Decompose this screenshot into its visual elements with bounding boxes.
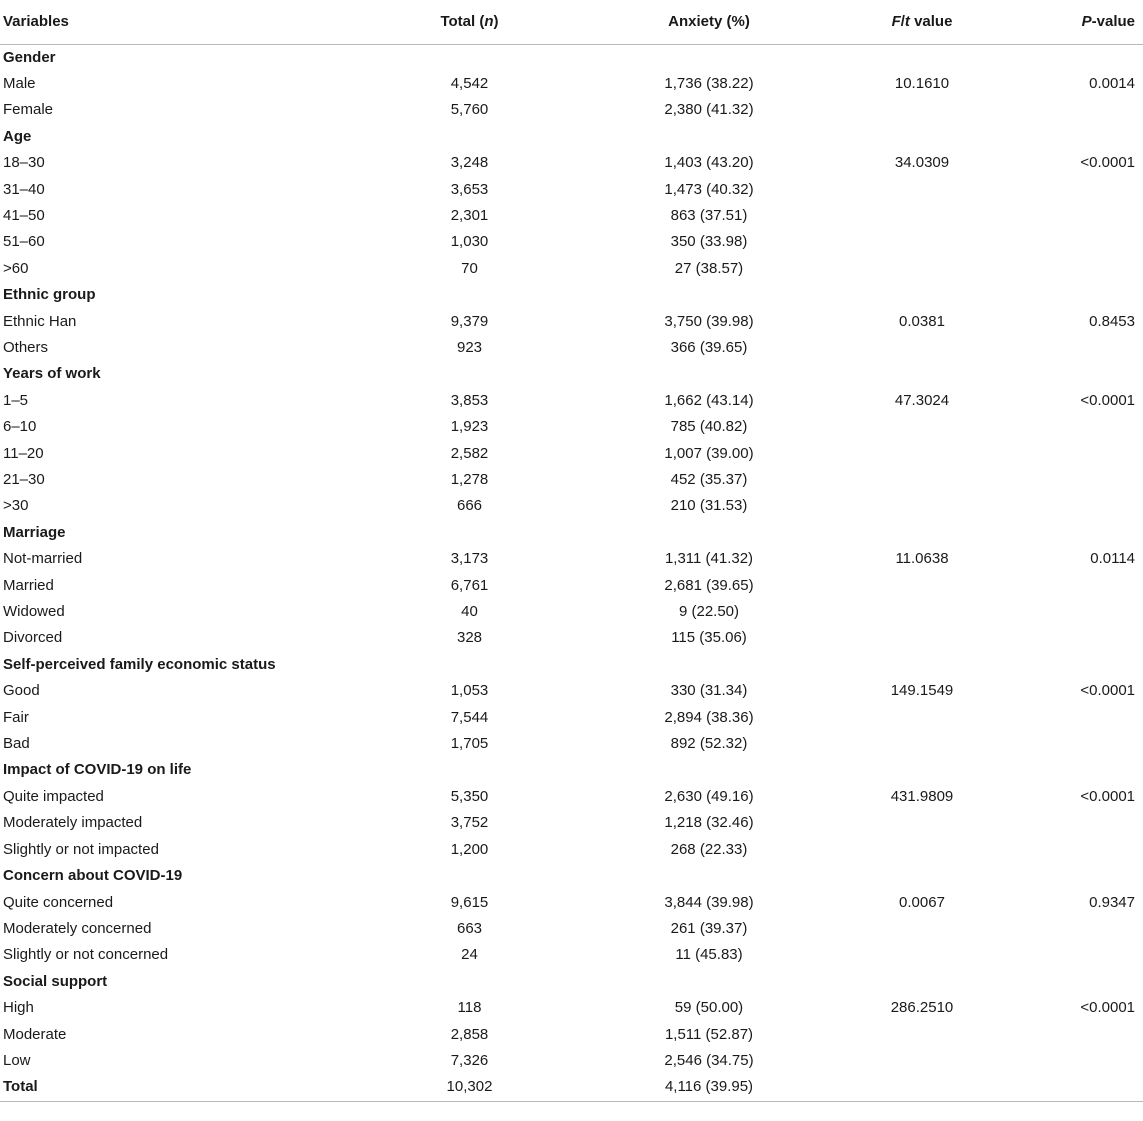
table-row	[0, 1022, 1143, 1048]
cell-f-value	[852, 837, 992, 863]
cell-f-value	[852, 97, 992, 123]
cell-p-value	[992, 44, 1143, 71]
cell-p-value: <0.0001	[1080, 391, 1135, 409]
cell-anxiety	[566, 969, 852, 995]
cell-anxiety: 9 (22.50)	[678, 603, 740, 621]
cell-total: 1,053	[450, 682, 489, 700]
cell-variable: Good	[3, 682, 40, 700]
cell-total: 7,544	[450, 708, 489, 726]
cell-variable: Slightly or not impacted	[3, 840, 159, 858]
table-header	[0, 0, 1143, 44]
group-row	[0, 757, 1143, 783]
cell-total: 24	[461, 946, 478, 964]
cell-f-value	[852, 282, 992, 308]
table-row	[0, 467, 1143, 493]
cell-f-value	[852, 942, 992, 968]
cell-anxiety: 59 (50.00)	[674, 999, 744, 1017]
cell-anxiety: 1,473 (40.32)	[664, 180, 754, 198]
cell-p-value	[992, 441, 1143, 467]
cell-p-value	[992, 361, 1143, 387]
cell-p-value	[992, 124, 1143, 150]
cell-p-value	[992, 837, 1143, 863]
table-row	[0, 335, 1143, 361]
cell-total: 5,350	[450, 787, 489, 805]
cell-p-value	[992, 705, 1143, 731]
cell-total: 2,582	[450, 444, 489, 462]
table-row	[0, 942, 1143, 968]
cell-f-value	[852, 1074, 992, 1101]
cell-f-value	[852, 467, 992, 493]
cell-f-value	[852, 335, 992, 361]
table-row	[0, 546, 1143, 572]
table-row	[0, 573, 1143, 599]
cell-f-value	[852, 1048, 992, 1074]
cell-variable: Others	[3, 338, 49, 356]
cell-f-value	[852, 810, 992, 836]
cell-f-value	[852, 361, 992, 387]
cell-total: 2,858	[450, 1025, 489, 1043]
cell-variable: Married	[3, 576, 54, 594]
table-body	[0, 44, 1143, 1101]
cell-total: 663	[456, 919, 483, 937]
cell-total: 3,853	[450, 391, 489, 409]
cell-variable: 21–30	[3, 471, 45, 488]
table-row	[0, 71, 1143, 97]
table-row	[0, 150, 1143, 176]
cell-f-value	[852, 256, 992, 282]
cell-anxiety: 3,750 (39.98)	[664, 312, 754, 330]
cell-variable: 41–50	[3, 206, 45, 224]
cell-anxiety: 1,218 (32.46)	[664, 814, 754, 832]
table-row	[0, 177, 1143, 203]
table-row	[0, 309, 1143, 335]
cell-anxiety: 1,007 (39.00)	[664, 444, 754, 462]
cell-anxiety: 261 (39.37)	[670, 919, 748, 937]
cell-p-value	[992, 652, 1143, 678]
cell-anxiety	[566, 361, 852, 387]
cell-total: 118	[457, 999, 482, 1017]
table-row	[0, 388, 1143, 414]
cell-p-value: <0.0001	[1080, 787, 1135, 805]
cell-total	[373, 520, 566, 546]
cell-f-value	[852, 493, 992, 519]
cell-p-value	[992, 942, 1143, 968]
cell-total: 10,302	[373, 1074, 566, 1101]
cell-p-value	[992, 969, 1143, 995]
cell-variable: High	[3, 999, 34, 1017]
cell-anxiety: 11 (45.83)	[675, 946, 743, 964]
cell-variable: 51–60	[3, 233, 45, 251]
header-p-rest: -value	[1091, 12, 1135, 30]
cell-total	[373, 652, 566, 678]
cell-variable: Age	[3, 127, 32, 145]
cell-total	[373, 361, 566, 387]
cell-variable: Fair	[3, 708, 29, 726]
header-total-n: n	[484, 12, 494, 30]
cell-total	[373, 124, 566, 150]
cell-f-value	[852, 705, 992, 731]
cell-anxiety: 1,403 (43.20)	[664, 154, 754, 172]
cell-total: 9,615	[450, 893, 489, 911]
cell-f-value	[852, 757, 992, 783]
cell-p-value	[992, 203, 1143, 229]
cell-anxiety	[566, 652, 852, 678]
cell-f-value	[852, 203, 992, 229]
cell-p-value: 0.9347	[1089, 893, 1135, 911]
header-total-close: )	[493, 12, 499, 30]
cell-variable: Marriage	[3, 523, 66, 541]
cell-anxiety: 785 (40.82)	[670, 418, 748, 436]
cell-p-value	[992, 414, 1143, 440]
cell-p-value	[992, 493, 1143, 519]
cell-total: 9,379	[450, 312, 489, 330]
header-f-t-value	[852, 0, 992, 44]
cell-variable: 6–10	[3, 418, 37, 436]
cell-total: 1,030	[450, 233, 489, 251]
header-f-slash: /	[900, 12, 905, 30]
cell-p-value	[992, 916, 1143, 942]
table-row	[0, 493, 1143, 519]
group-row	[0, 969, 1143, 995]
cell-variable: Bad	[3, 735, 30, 753]
cell-anxiety: 330 (31.34)	[670, 682, 748, 700]
cell-f-value	[852, 177, 992, 203]
cell-variable: Male	[3, 74, 36, 92]
table-row	[0, 441, 1143, 467]
cell-anxiety: 2,380 (41.32)	[664, 101, 754, 119]
cell-f-value: 11.0638	[895, 550, 949, 568]
cell-variable: Self-perceived family economic status	[3, 655, 276, 673]
cell-variable: 18–30	[3, 154, 45, 172]
cell-f-value: 34.0309	[894, 154, 950, 172]
cell-total: 6,761	[450, 576, 489, 594]
cell-variable: Slightly or not concerned	[3, 946, 169, 964]
header-total-label: Total (	[440, 12, 485, 30]
cell-p-value	[992, 810, 1143, 836]
cell-f-value: 431.9809	[890, 787, 954, 805]
cell-anxiety	[566, 44, 852, 71]
cell-variable: Total	[0, 1074, 373, 1101]
cell-f-value: 149.1549	[890, 682, 954, 700]
cell-total: 1,705	[450, 735, 489, 753]
cell-p-value: 0.8453	[1089, 312, 1135, 330]
cell-anxiety	[566, 282, 852, 308]
cell-total: 2,301	[450, 206, 489, 224]
cell-total: 70	[461, 259, 478, 277]
cell-f-value: 0.0067	[899, 893, 945, 911]
group-row	[0, 520, 1143, 546]
cell-f-value	[852, 969, 992, 995]
group-row	[0, 124, 1143, 150]
table-row	[0, 414, 1143, 440]
cell-f-value	[852, 863, 992, 889]
cell-anxiety: 1,311 (41.32)	[664, 550, 754, 568]
group-row	[0, 282, 1143, 308]
cell-variable: Female	[3, 101, 54, 119]
cell-p-value	[992, 599, 1143, 625]
total-row	[0, 1074, 1143, 1101]
cell-p-value: <0.0001	[1080, 154, 1135, 172]
cell-f-value	[852, 124, 992, 150]
cell-p-value	[992, 573, 1143, 599]
cell-anxiety: 1,736 (38.22)	[664, 74, 754, 92]
table-row	[0, 784, 1143, 810]
header-f-rest: value	[909, 12, 953, 30]
cell-variable: Impact of COVID-19 on life	[3, 761, 192, 779]
table-row	[0, 678, 1143, 704]
table-row	[0, 837, 1143, 863]
cell-total: 1,278	[450, 471, 489, 488]
table-row	[0, 731, 1143, 757]
cell-anxiety: 4,116 (39.95)	[566, 1074, 852, 1101]
cell-f-value	[852, 731, 992, 757]
cell-variable: >30	[3, 497, 29, 515]
cell-anxiety: 2,894 (38.36)	[664, 708, 754, 726]
cell-anxiety	[566, 757, 852, 783]
cell-variable: Widowed	[3, 603, 65, 621]
cell-p-value	[992, 229, 1143, 255]
cell-variable: 31–40	[3, 180, 45, 198]
cell-variable: Social support	[3, 972, 108, 990]
cell-f-value	[852, 44, 992, 71]
cell-total: 7,326	[450, 1051, 489, 1069]
cell-f-value	[852, 414, 992, 440]
table-row	[0, 599, 1143, 625]
cell-f-value: 286.2510	[890, 999, 954, 1017]
cell-total: 923	[456, 338, 483, 356]
header-row	[0, 0, 1143, 44]
cell-anxiety: 27 (38.57)	[674, 259, 744, 277]
cell-variable: Ethnic Han	[3, 312, 77, 330]
cell-anxiety: 210 (31.53)	[670, 497, 748, 515]
cell-variable: Low	[3, 1051, 31, 1069]
cell-anxiety: 115 (35.06)	[671, 629, 747, 647]
cell-p-value	[992, 731, 1143, 757]
cell-total	[373, 969, 566, 995]
header-t: t	[904, 12, 910, 30]
cell-variable: Quite concerned	[3, 893, 114, 911]
cell-anxiety: 3,844 (39.98)	[664, 893, 754, 911]
header-p-value	[992, 0, 1143, 44]
cell-p-value: <0.0001	[1080, 999, 1135, 1017]
cell-anxiety: 892 (52.32)	[670, 735, 748, 753]
cell-p-value	[992, 335, 1143, 361]
cell-f-value	[852, 573, 992, 599]
cell-p-value	[992, 97, 1143, 123]
cell-f-value: 0.0381	[899, 312, 945, 330]
table-row	[0, 810, 1143, 836]
cell-p-value	[992, 863, 1143, 889]
cell-total: 328	[456, 629, 483, 647]
cell-total	[373, 757, 566, 783]
cell-anxiety: 1,662 (43.14)	[664, 391, 754, 409]
header-total	[373, 0, 566, 44]
table-row	[0, 625, 1143, 651]
cell-total: 1,923	[450, 418, 489, 436]
header-p: P	[1081, 12, 1092, 30]
cell-total	[373, 863, 566, 889]
cell-anxiety: 863 (37.51)	[670, 206, 748, 224]
cell-variable: Concern about COVID-19	[3, 867, 183, 885]
group-row	[0, 863, 1143, 889]
cell-f-value	[852, 441, 992, 467]
table-row	[0, 256, 1143, 282]
cell-variable: Moderate	[3, 1025, 67, 1043]
cell-total: 3,248	[450, 154, 489, 172]
cell-f-value	[852, 916, 992, 942]
cell-anxiety: 2,681 (39.65)	[664, 576, 754, 594]
cell-p-value: <0.0001	[1080, 682, 1135, 700]
cell-variable: >60	[3, 259, 29, 277]
cell-p-value: 0.0114	[1090, 550, 1135, 568]
group-row	[0, 652, 1143, 678]
cell-variable: Years of work	[3, 365, 101, 383]
cell-total: 3,173	[450, 550, 489, 568]
cell-f-value	[852, 520, 992, 546]
cell-p-value	[992, 177, 1143, 203]
cell-anxiety: 350 (33.98)	[670, 233, 748, 251]
cell-variable: 1–5	[3, 391, 29, 409]
table-row	[0, 203, 1143, 229]
cell-p-value	[992, 625, 1143, 651]
cell-variable: 11–20	[3, 444, 44, 462]
cell-anxiety: 2,546 (34.75)	[664, 1051, 754, 1069]
cell-p-value	[992, 282, 1143, 308]
cell-total: 666	[456, 497, 483, 515]
cell-f-value	[852, 229, 992, 255]
table-row	[0, 916, 1143, 942]
cell-variable: Quite impacted	[3, 787, 104, 805]
cell-p-value	[992, 467, 1143, 493]
cell-p-value	[992, 757, 1143, 783]
group-row	[0, 44, 1143, 71]
cell-total: 3,653	[450, 180, 489, 198]
cell-total: 4,542	[450, 74, 489, 92]
header-variables: Variables	[0, 0, 373, 44]
cell-variable: Gender	[3, 48, 56, 66]
table-row	[0, 705, 1143, 731]
cell-f-value	[852, 625, 992, 651]
cell-anxiety: 1,511 (52.87)	[664, 1025, 754, 1043]
cell-f-value	[852, 652, 992, 678]
cell-total: 40	[461, 603, 478, 621]
table-row	[0, 890, 1143, 916]
cell-anxiety: 268 (22.33)	[670, 840, 748, 858]
cell-total	[373, 282, 566, 308]
header-anxiety: Anxiety (%)	[566, 0, 852, 44]
cell-anxiety	[566, 124, 852, 150]
cell-f-value	[852, 599, 992, 625]
cell-total	[373, 44, 566, 71]
cell-anxiety: 2,630 (49.16)	[664, 787, 754, 805]
cell-p-value	[992, 520, 1143, 546]
cell-variable: Moderately concerned	[3, 919, 152, 937]
header-f: F	[891, 12, 901, 30]
cell-p-value: 0.0014	[1089, 74, 1135, 92]
cell-total: 5,760	[450, 101, 489, 119]
cell-p-value	[992, 1074, 1143, 1101]
cell-variable: Not-married	[3, 550, 83, 568]
table-row	[0, 97, 1143, 123]
group-row	[0, 361, 1143, 387]
cell-anxiety	[566, 863, 852, 889]
cell-f-value	[852, 1022, 992, 1048]
cell-variable: Ethnic group	[3, 286, 96, 304]
cell-anxiety: 452 (35.37)	[670, 471, 748, 488]
table-row	[0, 995, 1143, 1021]
cell-total: 3,752	[450, 814, 489, 832]
table-row	[0, 229, 1143, 255]
cell-f-value: 47.3024	[894, 391, 950, 409]
cell-anxiety	[566, 520, 852, 546]
cell-f-value: 10.1610	[894, 74, 950, 92]
cell-anxiety: 366 (39.65)	[670, 338, 748, 356]
cell-variable: Moderately impacted	[3, 814, 143, 832]
cell-p-value	[992, 1048, 1143, 1074]
cell-p-value	[992, 1022, 1143, 1048]
cell-variable: Divorced	[3, 629, 63, 647]
cell-total: 1,200	[450, 840, 489, 858]
table-row	[0, 1048, 1143, 1074]
cell-p-value	[992, 256, 1143, 282]
